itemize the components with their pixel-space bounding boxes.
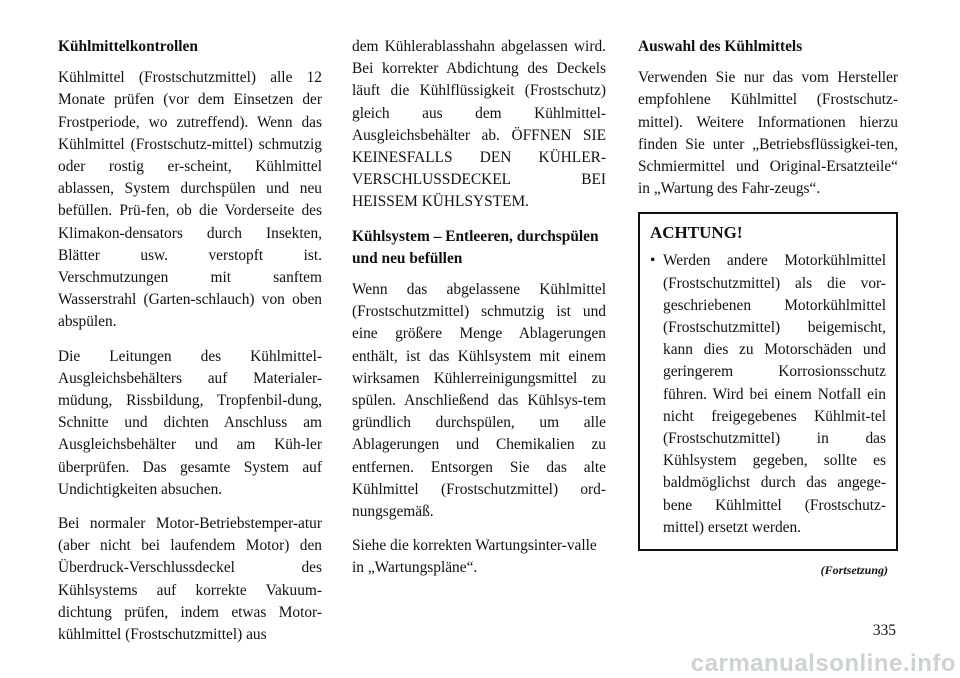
paragraph: Siehe die korrekten Wartungsinter-valle in „Wartungspläne“. xyxy=(352,537,597,577)
bullet-icon: • xyxy=(650,252,656,270)
section-heading-coolant-checks: Kühlmittelkontrollen xyxy=(58,38,198,55)
paragraph: Bei normaler Motor-Betriebstemper-atur (aber nicht bei laufendem Motor) den Überdruck-Verschlussdeckel des Kühlsystems auf korrekte Vakuum-dichtung prüfen, indem etwas Motor-kühlmittel (Frostschutzmittel) aus xyxy=(58,515,322,644)
column-right xyxy=(638,36,898,581)
warning-list xyxy=(650,250,886,539)
paragraph: Die Leitungen des Kühlmittel-Ausgleichsbehälters auf Materialer-müdung, Rissbildung, Tropfenbil-dung, Schnitte und dichten Anschluss am Ausgleichsbehälter und am Küh-ler überprüfen. Das gesamte System auf Undichtigkeiten absuchen. xyxy=(58,347,322,498)
warning-list-item xyxy=(650,250,886,539)
paragraph: Kühlmittel (Frostschutzmittel) alle 12 Monate prüfen (vor dem Einsetzen der Frostperiode, wo zutreffend). Wenn das Kühlmittel (Frostschutz-mittel) schmutzig oder rostig er-scheint, Kühlmittel ablassen, System durchspülen und neu befüllen. Prü-fen, ob die Vorderseite des Klimakon-densators durch Insekten, Blätter usw. verstopft ist. Verschmutzungen mit sanftem Wasserstrahl (Garten-schlauch) von oben abspülen. xyxy=(58,69,322,331)
watermark: carmanualsonline.info xyxy=(690,650,956,677)
paragraph: Verwenden Sie nur das vom Hersteller empfohlene Kühlmittel (Frostschutz-mittel). Weitere Informationen hierzu finden Sie unter „Betriebsflüssigkei-ten, Schmiermittel und Original-Ersatzteile“ in „Wartung des Fahr-zeugs“. xyxy=(638,69,898,198)
column-middle xyxy=(352,36,606,592)
warning-title: ACHTUNG! xyxy=(650,223,743,243)
column-left xyxy=(58,36,322,658)
continued-note: (Fortsetzung) xyxy=(820,563,888,578)
section-heading-cooling-system-flush: Kühlsystem – Entleeren, durchspülen und neu befüllen xyxy=(352,227,599,267)
paragraph: dem Kühlerablasshahn abgelassen wird. Bei korrekter Abdichtung des Deckels läuft die Kühlflüssigkeit (Frostschutz) gleich aus dem Kühlmittel-Ausgleichsbehälter ab. ÖFFNEN SIE KEINESFALLS DEN KÜHLER-VERSCHLUSSDECKEL BEI HEISSEM KÜHLSYSTEM. xyxy=(352,38,606,211)
warning-text: Werden andere Motorkühlmittel (Frostschutzmittel) als die vor-geschriebenen Motorkühlmittel (Frostschutzmittel) beigemischt, kann dies zu Motorschäden und geringerem Korrosionsschutz führen. Wird bei einem Notfall ein nicht freigegebenes Kühlmit-tel (Frostschutzmittel) in das Kühlsystem gegeben, sollte es baldmöglichst durch das angege-bene Kühlmittel (Frostschutz-mittel) ersetzt werden. xyxy=(663,252,886,536)
page-number: 335 xyxy=(872,622,896,639)
section-heading-coolant-selection: Auswahl des Kühlmittels xyxy=(638,38,803,55)
warning-box xyxy=(638,212,898,551)
paragraph: Wenn das abgelassene Kühlmittel (Frostschutzmittel) schmutzig ist und eine größere Menge Ablagerungen enthält, ist das Kühlsystem mit einem wirksamen Kühlerreinigungsmittel zu spülen. Anschließend das Kühlsys-tem gründlich durchspülen, um alle Ablagerungen und Chemikalien zu entfernen. Entsorgen Sie das alte Kühlmittel (Frostschutzmittel) ord-nungsgemäß. xyxy=(352,281,606,521)
